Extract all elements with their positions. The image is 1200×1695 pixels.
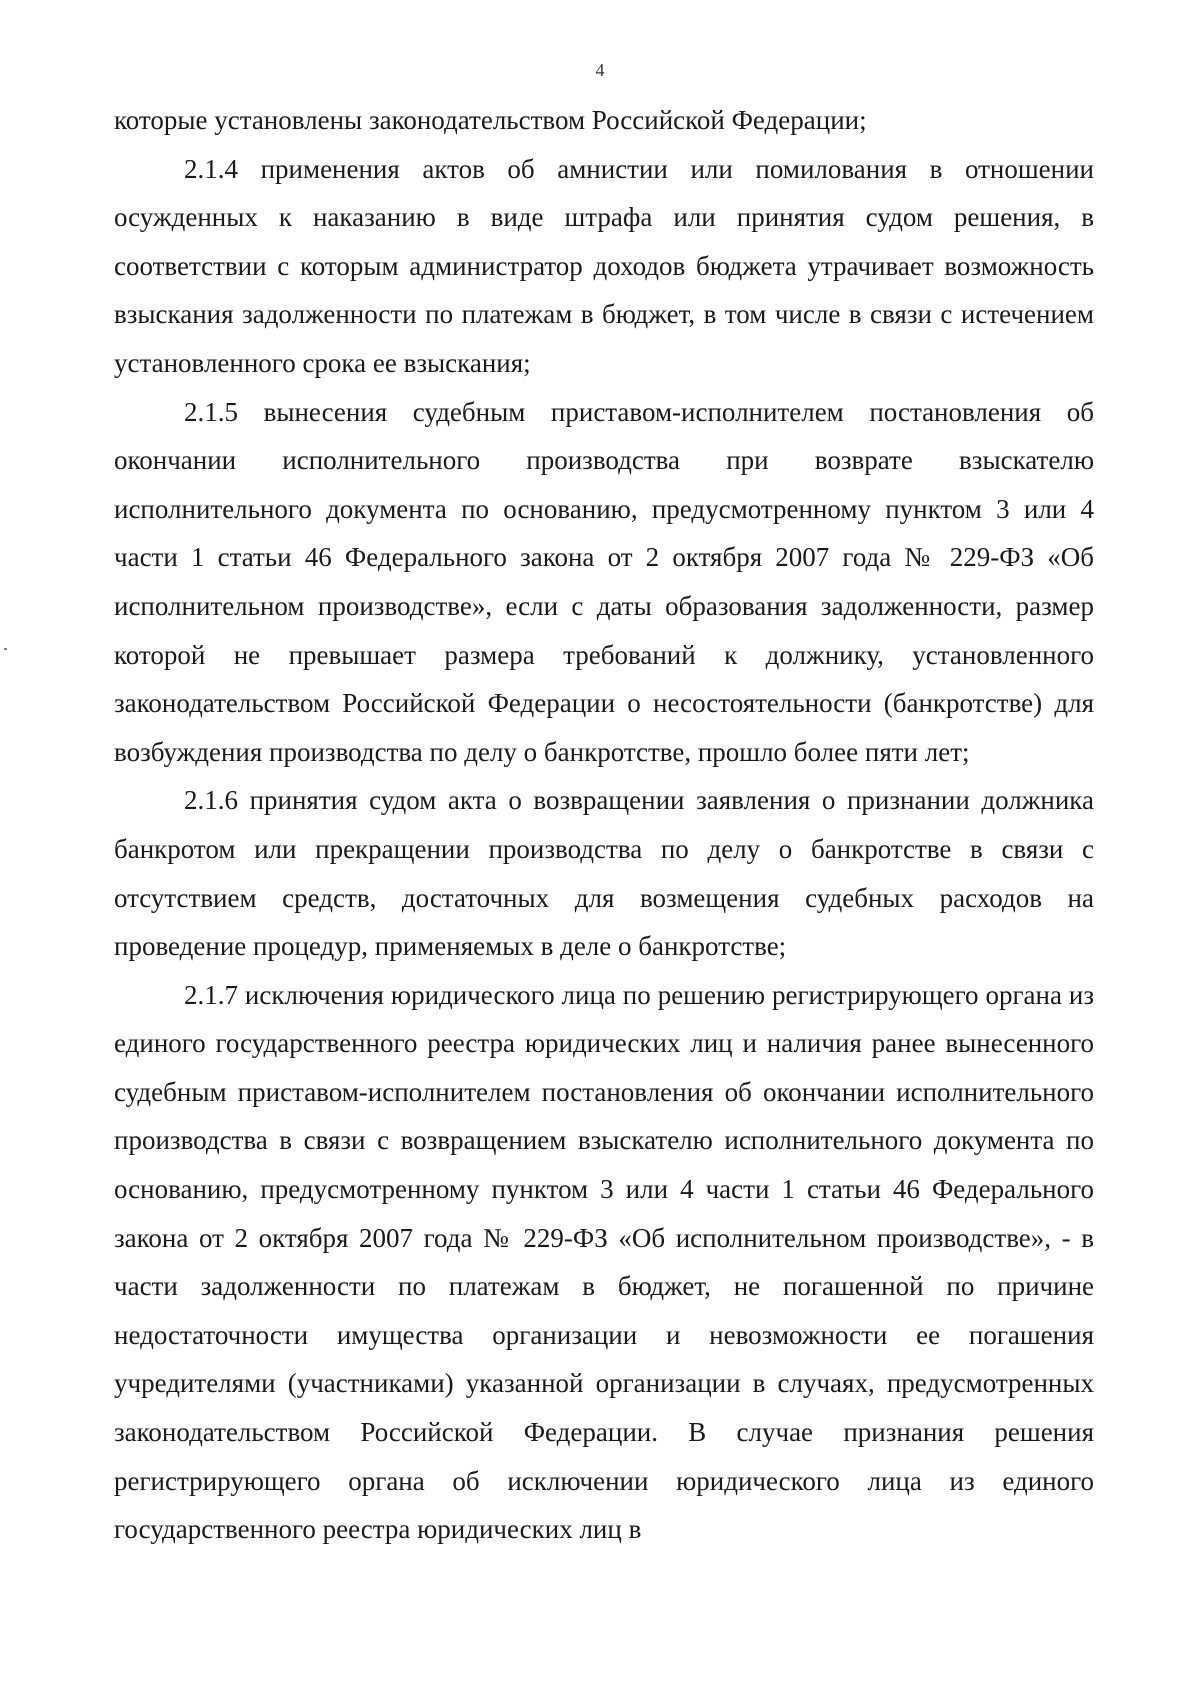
- scan-margin-mark: [4, 648, 7, 650]
- document-body: [114, 96, 1094, 1554]
- paragraph-2-1-5: 2.1.5 вынесения судебным приставом-исполнителем постановления об окончании исполнительного производства при возврате взыскателю исполнительного документа по основанию, предусмотренному пунктом 3 или 4 части 1 статьи 46 Федерального закона от 2 октября 2007 года № 229-ФЗ «Об исполнительном производстве», если с даты образования задолженности, размер которой не превышает размера требований к должнику, установленного законодательством Российской Федерации о несостоятельности (банкротстве) для возбуждения производства по делу о банкротстве, прошло более пяти лет;: [114, 396, 1094, 767]
- page-number: 4: [595, 60, 605, 80]
- paragraph-2-1-7: 2.1.7 исключения юридического лица по решению регистрирующего органа из единого государственного реестра юридических лиц и наличия ранее вынесенного судебным приставом-исполнителем постановления об окончании исполнительного производства в связи с возвращением взыскателю исполнительного документа по основанию, предусмотренному пунктом 3 или 4 части 1 статьи 46 Федерального закона от 2 октября 2007 года № 229-ФЗ «Об исполнительном производстве», - в части задолженности по платежам в бюджет, не погашенной по причине недостаточности имущества организации и невозможности ее погашения учредителями (участниками) указанной организации в случаях, предусмотренных законодательством Российской Федерации. В случае признания решения регистрирующего органа об исключении юридического лица из единого государственного реестра юридических лиц в: [114, 979, 1094, 1545]
- paragraph-2-1-6: 2.1.6 принятия судом акта о возвращении заявления о признании должника банкротом или прекращении производства по делу о банкротстве в связи с отсутствием средств, достаточных для возмещения судебных расходов на проведение процедур, применяемых в деле о банкротстве;: [114, 785, 1094, 962]
- paragraph-continuation: которые установлены законодательством Российской Федерации;: [114, 105, 867, 135]
- paragraph-2-1-4: 2.1.4 применения актов об амнистии или помилования в отношении осужденных к наказанию в виде штрафа или принятия судом решения, в соответствии с которым администратор доходов бюджета утрачивает возможность взыскания задолженности по платежам в бюджет, в том числе в связи с истечением установленного срока ее взыскания;: [114, 153, 1094, 378]
